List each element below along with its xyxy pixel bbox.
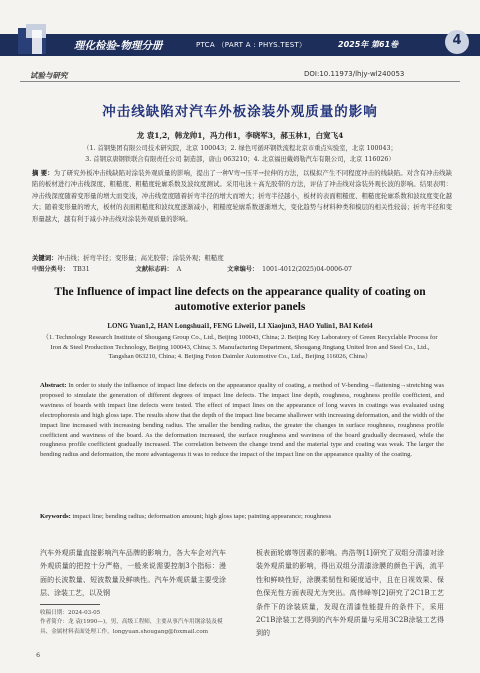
class-label: 中图分类号： bbox=[32, 266, 70, 273]
cn-affiliation-line-1: （1. 首钢集团有限公司技术研究院，北京 100043；2. 绿色可循环钢铁流程北京市重点实验室，北京 100043； bbox=[83, 145, 397, 152]
cn-keywords bbox=[32, 253, 452, 264]
section-divider bbox=[20, 81, 460, 82]
cn-keywords-text: 冲击线；折弯半径；变形量；高光胶带；涂装外观；粗糙度 bbox=[57, 254, 224, 262]
cn-affiliation-line-2: 3. 首钢京唐钢铁联合有限责任公司 制造部，唐山 063210；4. 北京福田戴姆勒汽车有限公司，北京 116026） bbox=[85, 156, 395, 163]
body-column-left: 汽车外观质量直接影响汽车品牌的影响力，各大车企对汽车外观质量的把控十分严格，一般来说需要控制3个指标：漫面的长波数量、短波数量及鲜映性。汽车外观质量主要受涂层、涂装工艺，以及钢 bbox=[40, 549, 226, 598]
cn-abstract-label: 摘 要： bbox=[32, 169, 54, 177]
en-keywords-label: Keywords: bbox=[40, 513, 71, 520]
article-no-label: 文章编号： bbox=[227, 266, 259, 273]
en-keywords-text: impact line; bending radius; deformation amount; high gloss tape; painting appearance; roughness bbox=[72, 513, 332, 520]
section-label: 试验与研究 bbox=[30, 71, 68, 80]
page-number: 6 bbox=[36, 651, 41, 659]
en-keywords bbox=[40, 513, 444, 520]
en-abstract bbox=[40, 381, 444, 460]
cn-title: 冲击线缺陷对汽车外板涂装外观质量的影响 bbox=[102, 104, 378, 120]
en-abstract-text: In order to study the influence of impact line defects on the appearance quality of coating, a method of V-bending→flattening→stretching was proposed to simulate the generation of different degrees of impact line defects. The impact line depth, roughness, roughness profile coefficient, and waviness of boards with impact line defects were tested. The effect of impact lines on the appearance of long waves in coatings was evaluated using electrophoresis and high gloss tape. The results show that the depth of the impact line became shallower with increasing deformation, and the width of the impact line increased with increasing bending radius. The smaller the bending radius, the greater the changes in surface roughness, roughness profile coefficient and waviness of the board. As the deformation increased, the surface roughness and waviness of the board gradually decreased, while the roughness profile coefficient gradually increased. The correlation between the change trend and the material type and coating was weak. The larger the bending radius and deformation, the more advantageous it was to reduce the impact of the impact line on the appearance quality of the coating. bbox=[40, 382, 444, 459]
journal-logo-icon bbox=[18, 24, 58, 58]
year-volume: 2025年 第61卷 bbox=[338, 40, 399, 49]
cn-abstract-text: 为了研究外板冲击线缺陷对涂装外观质量的影响，提出了一种V弯→压平→拉伸的方法，以模拟产生不同程度冲击的线缺陷。对含有冲击线缺陷的板材进行冲击线深度、粗糙度、粗糙度轮廓系数及波纹度测试。采用电泳＋高光胶带的方法，评估了冲击线对涂装外观长波的影响。结果表明：冲击线深度随着变形量的增大而变浅，冲击线宽度随着折弯半径的增大而增大；折弯半径越小，板材的表面粗糙度、粗糙度轮廓系数和波纹度变化越大；随着变形量的增大，板材的表面粗糙度和波纹度逐渐减小，粗糙度轮廓系数逐渐增大，变化趋势与材料种类和模层的相关性较弱；折弯半径和变形量越大，越有利于减小冲击线对涂装外观质量的影响。 bbox=[32, 169, 452, 223]
en-affiliations: （1. Technology Research Institute of Shougang Group Co., Ltd., Beijing 100043, China; 2. Beijing Key Laboratory of Green Recyclable Process for Iron & Steel Production Technology, Beijing 100043, China; 3. Manufacturing Department, Shougang Jingtang United Iron and Steel Co., Ltd., Tangshan 063210, China; 4. Beijing Foton Daimler Automotive Co., Ltd., Beijing 116026, China） bbox=[42, 334, 438, 361]
footnote-author: 作者简介：龙 袁(1990—)，男，高级工程师，主要从事汽车用钢涂装及模具、金属材料表面处理工作，longyuan.shougang@foxmail.com bbox=[40, 619, 223, 635]
body-column-right: 板表面轮廓等因素的影响。冉浩等[1]研究了双组分清漆对涂装外观质量的影响，得出双组分清漆涂膜的颜色干涡，流平性和鲜映性好，涂膜柔韧性和硬度适中，且在日视效果、保色保光性方面表现尤为突出。高伟峰等[2]研究了2C1B工艺条件下的涂装质量，发现在清漆性能提升的条件下，采用2C1B涂装工艺得到的汽车外观质量与采用3C2B涂装工艺得到的 bbox=[256, 549, 444, 638]
doc-code-label: 文献标志码： bbox=[135, 266, 173, 273]
journal-logo-text: 理化检验-物理分册 bbox=[74, 40, 163, 52]
doc-code-value: A bbox=[176, 266, 182, 273]
cn-authors: 龙 袁1,2，韩龙帅1，冯力伟1，李晓军3，郝玉林1，白宽飞4 bbox=[136, 131, 344, 140]
class-value: TB31 bbox=[73, 266, 90, 273]
cn-classification bbox=[32, 264, 452, 275]
cn-keywords-label: 关键词： bbox=[32, 254, 58, 262]
en-abstract-label: Abstract: bbox=[40, 382, 67, 389]
footnote-received: 收稿日期：2024-03-05 bbox=[40, 610, 101, 616]
footnote bbox=[40, 609, 226, 637]
article-no-value: 1001-4012(2025)04-0006-07 bbox=[262, 266, 352, 273]
doi: DOI:10.11973/lhjy-wl240053 bbox=[304, 70, 405, 78]
journal-name: PTCA （PART A : PHYS.TEST） bbox=[196, 41, 307, 49]
footnote-divider bbox=[40, 604, 100, 605]
issue-number: 4 bbox=[452, 33, 462, 48]
en-authors: LONG Yuan1,2, HAN Longshuai1, FENG Liwei1, LI Xiaojun3, HAO Yulin1, BAI Kefei4 bbox=[107, 322, 373, 330]
cn-abstract bbox=[32, 168, 452, 258]
en-title: The Influence of impact line defects on the appearance quality of coating on automotive exterior panels bbox=[54, 286, 426, 313]
